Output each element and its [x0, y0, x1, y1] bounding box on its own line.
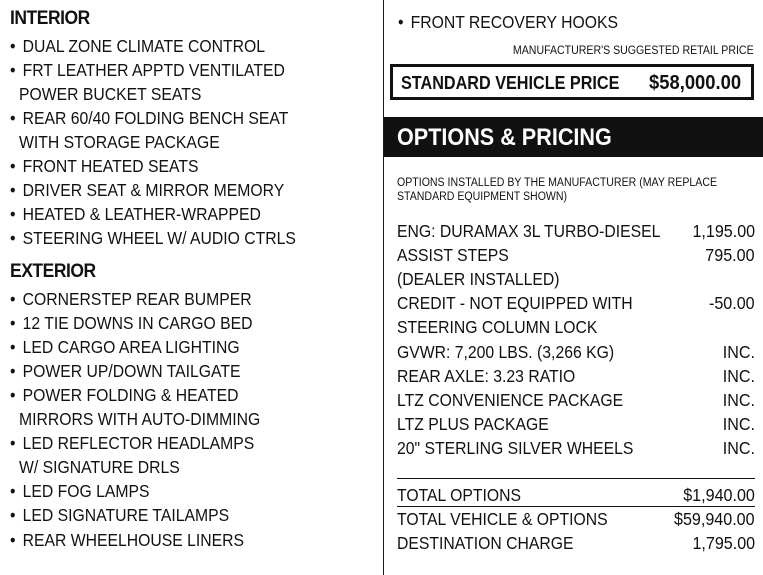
option-row: [397, 340, 755, 364]
option-price: INC.: [722, 438, 755, 458]
option-desc: (DEALER INSTALLED): [397, 269, 560, 289]
total-desc: DESTINATION CHARGE: [397, 533, 574, 553]
option-row: [397, 243, 755, 267]
option-desc: REAR AXLE: 3.23 RATIO: [397, 366, 576, 386]
interior-item: • REAR 60/40 FOLDING BENCH SEAT: [10, 108, 289, 128]
option-desc: LTZ PLUS PACKAGE: [397, 414, 549, 434]
interior-item: • STEERING WHEEL W/ AUDIO CTRLS: [10, 228, 296, 248]
option-row: [397, 388, 755, 412]
total-value: 1,795.00: [692, 533, 755, 553]
exterior-item-continued: W/ SIGNATURE DRLS: [19, 457, 180, 477]
total-row: [397, 531, 755, 555]
exterior-item: • POWER UP/DOWN TAILGATE: [10, 361, 241, 381]
option-row: [397, 219, 755, 243]
interior-heading: INTERIOR: [10, 8, 90, 29]
option-desc: CREDIT - NOT EQUIPPED WITH: [397, 293, 633, 313]
option-price: 795.00: [705, 245, 755, 265]
standard-price-label: STANDARD VEHICLE PRICE: [401, 73, 620, 93]
exterior-item: • 12 TIE DOWNS IN CARGO BED: [10, 313, 253, 333]
option-desc: LTZ CONVENIENCE PACKAGE: [397, 390, 624, 410]
interior-item: • FRONT HEATED SEATS: [10, 156, 199, 176]
exterior-item: • LED CARGO AREA LIGHTING: [10, 337, 240, 357]
totals-divider: [397, 478, 755, 479]
standard-price-value: $58,000.00: [648, 72, 741, 94]
option-row: [397, 267, 755, 291]
total-desc: TOTAL OPTIONS: [397, 485, 521, 505]
option-row: [397, 412, 755, 436]
option-desc: STEERING COLUMN LOCK: [397, 317, 598, 337]
interior-item: • DUAL ZONE CLIMATE CONTROL: [10, 36, 266, 56]
total-value: $1,940.00: [683, 485, 755, 505]
option-desc: 20" STERLING SILVER WHEELS: [397, 438, 634, 458]
option-desc: ENG: DURAMAX 3L TURBO-DIESEL: [397, 221, 661, 241]
equipment-item: • FRONT RECOVERY HOOKS: [398, 12, 619, 32]
exterior-item: • REAR WHEELHOUSE LINERS: [10, 530, 245, 550]
interior-item-continued: POWER BUCKET SEATS: [19, 84, 202, 104]
option-row: [397, 291, 755, 315]
exterior-item: • LED SIGNATURE TAILAMPS: [10, 505, 230, 525]
option-desc: GVWR: 7,200 LBS. (3,266 KG): [397, 342, 615, 362]
exterior-item: • CORNERSTEP REAR BUMPER: [10, 289, 252, 309]
option-row: [397, 364, 755, 388]
option-price: INC.: [722, 414, 755, 434]
total-value: $59,940.00: [674, 509, 755, 529]
option-price: -50.00: [709, 293, 755, 313]
exterior-item: • LED FOG LAMPS: [10, 481, 150, 501]
right-column: [384, 0, 763, 575]
standard-price-box: [390, 64, 754, 100]
msrp-caption: MANUFACTURER'S SUGGESTED RETAIL PRICE: [513, 45, 754, 57]
left-column: [0, 0, 380, 575]
exterior-item: • LED REFLECTOR HEADLAMPS: [10, 433, 255, 453]
total-desc: TOTAL VEHICLE & OPTIONS: [397, 509, 608, 529]
interior-item: • DRIVER SEAT & MIRROR MEMORY: [10, 180, 285, 200]
interior-item: • HEATED & LEATHER-WRAPPED: [10, 204, 261, 224]
options-header-bar: [384, 117, 763, 157]
exterior-item-continued: MIRRORS WITH AUTO-DIMMING: [19, 409, 261, 429]
option-price: INC.: [722, 390, 755, 410]
option-row: [397, 436, 755, 460]
interior-item-continued: WITH STORAGE PACKAGE: [19, 132, 220, 152]
option-price: INC.: [722, 342, 755, 362]
option-price: 1,195.00: [692, 221, 755, 241]
option-price: INC.: [722, 366, 755, 386]
option-row: [397, 315, 755, 339]
options-title: OPTIONS & PRICING: [397, 124, 612, 151]
interior-item: • FRT LEATHER APPTD VENTILATED: [10, 60, 285, 80]
option-desc: ASSIST STEPS: [397, 245, 509, 265]
options-note: OPTIONS INSTALLED BY THE MANUFACTURER (MAY REPLACE STANDARD EQUIPMENT SHOWN): [397, 177, 718, 203]
exterior-heading: EXTERIOR: [10, 261, 96, 282]
total-row: [397, 507, 755, 531]
exterior-item: • POWER FOLDING & HEATED: [10, 385, 239, 405]
total-row: [397, 483, 755, 507]
